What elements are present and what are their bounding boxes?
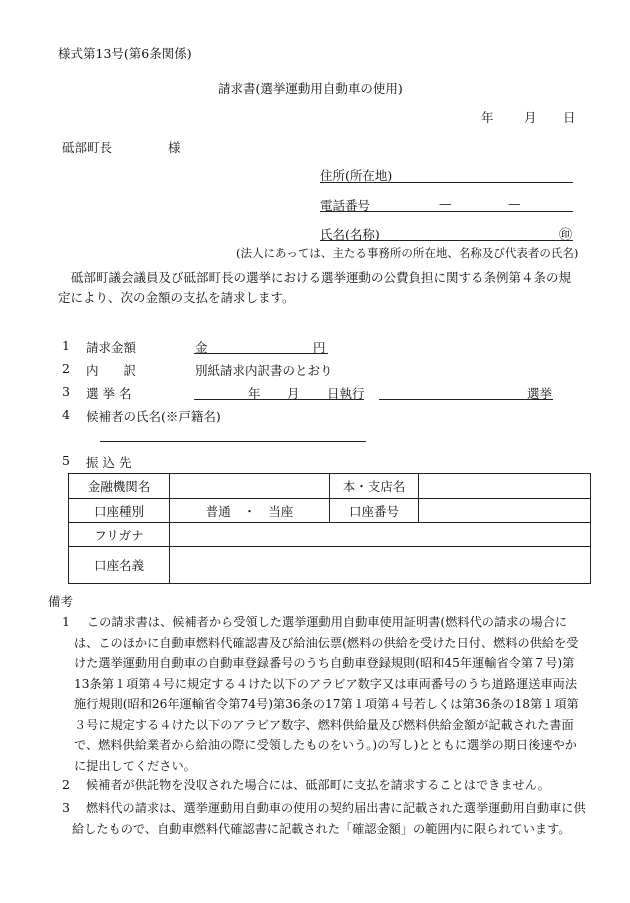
branch-label: 本・支店名 [330,474,419,499]
phone-label: 電話番号 [320,198,371,213]
amount-field-line[interactable] [194,353,328,354]
amount-prefix: 金 [195,340,208,355]
breakdown-value: 別紙請求内訳書のとおり [195,363,333,378]
item-5-num: 5 [62,453,70,468]
account-type-label: 口座種別 [69,499,170,523]
item-4-label: 候補者の氏名(※戸籍名) [86,409,221,424]
page-title: 請求書(選挙運動用自動車の使用) [218,81,403,96]
phone-dash-1: — [439,196,452,211]
note-2-text: 候補者が供託物を没収された場合には、砥部町に支払を請求することはできません。 [86,778,550,792]
addressee-name: 砥部町長 [62,140,113,155]
form-number: 様式第13号(第6条関係) [58,46,192,61]
election-suffix: 選挙 [527,386,553,401]
date-day-label: 日 [563,110,576,125]
item-4-num: 4 [62,407,70,422]
seal-mark: ㊞ [559,228,573,243]
phone-dash-2: — [508,196,521,211]
branch-input[interactable] [419,474,591,499]
corporation-note: (法人にあっては、主たる事務所の所在地、名称及び代表者の氏名) [236,246,579,260]
date-month-label: 月 [524,110,537,125]
furigana-label: フリガナ [69,523,170,547]
item-1-num: 1 [62,338,70,353]
furigana-input[interactable] [170,523,591,547]
account-number-label: 口座番号 [330,499,419,523]
note-2-num: 2 [62,777,70,792]
item-2-label: 内 訳 [86,363,137,378]
election-name-line[interactable] [379,399,553,400]
item-2-num: 2 [62,361,70,376]
election-date-line[interactable] [194,399,364,400]
address-label: 住所(所在地) [320,168,393,183]
date-year-label: 年 [481,110,494,125]
intro-paragraph: 砥部町議会議員及び砥部町長の選挙における選挙運動の公費負担に関する条例第４条の規定により、次の金額の支払を請求します。 [58,270,572,305]
bank-transfer-table [68,473,591,584]
institution-input[interactable] [170,474,330,499]
account-name-label: 口座名義 [69,547,170,584]
item-3-label: 選 挙 名 [86,386,132,401]
item-1-label: 請求金額 [86,340,137,355]
name-field-line[interactable] [320,240,573,241]
note-3-num: 3 [62,800,70,815]
account-number-input[interactable] [419,499,591,523]
addressee-honorific: 様 [168,140,181,155]
note-1-num: 1 [62,614,70,629]
account-type-choice[interactable]: 普通 ・ 当座 [170,499,330,523]
note-1-text: この請求書は、候補者から受領した選挙運動用自動車使用証明書(燃料代の請求の場合には、このほかに自動車燃料代確認書及び給油伝票(燃料の供給を受けた日付、燃料の供給を受けた選挙運動用自動車の自動車登録番号のうち自動車登録規則(昭和45年運輸省令第７号)第13条第１項第４号に規定する４けた以下のアラビア数字又は車両番号のうち道路運送車両法施行規則(昭和26年運輸省令第74号)第36条の17第１項第４号若しくは第36条の18第１項第３号に規定する４けた以下のアラビア数字、燃料供給量及び燃料供給金額が記載された書面で、燃料供給業者から給油の際に受領したものをいう。)の写し)とともに選挙の期日後速やかに提出してください。 [74,615,579,773]
election-year-label: 年 [248,386,261,401]
note-3-text: 燃料代の請求は、選挙運動用自動車の使用の契約届出書に記載された選挙運動用自動車に供給したもので、自動車燃料代確認書に記載された「確認金額」の範囲内に限られています。 [72,801,586,836]
candidate-name-line[interactable] [100,441,366,442]
phone-field-line[interactable] [320,211,573,212]
amount-suffix: 円 [313,340,326,355]
address-field-line[interactable] [320,182,573,183]
account-name-input[interactable] [170,547,591,584]
item-3-num: 3 [62,384,70,399]
election-month-label: 月 [287,386,300,401]
institution-label: 金融機関名 [69,474,170,499]
election-day-label: 日執行 [327,386,365,401]
name-label: 氏名(名称) [320,227,380,242]
item-5-label: 振 込 先 [86,455,132,470]
remarks-heading: 備考 [48,594,74,609]
